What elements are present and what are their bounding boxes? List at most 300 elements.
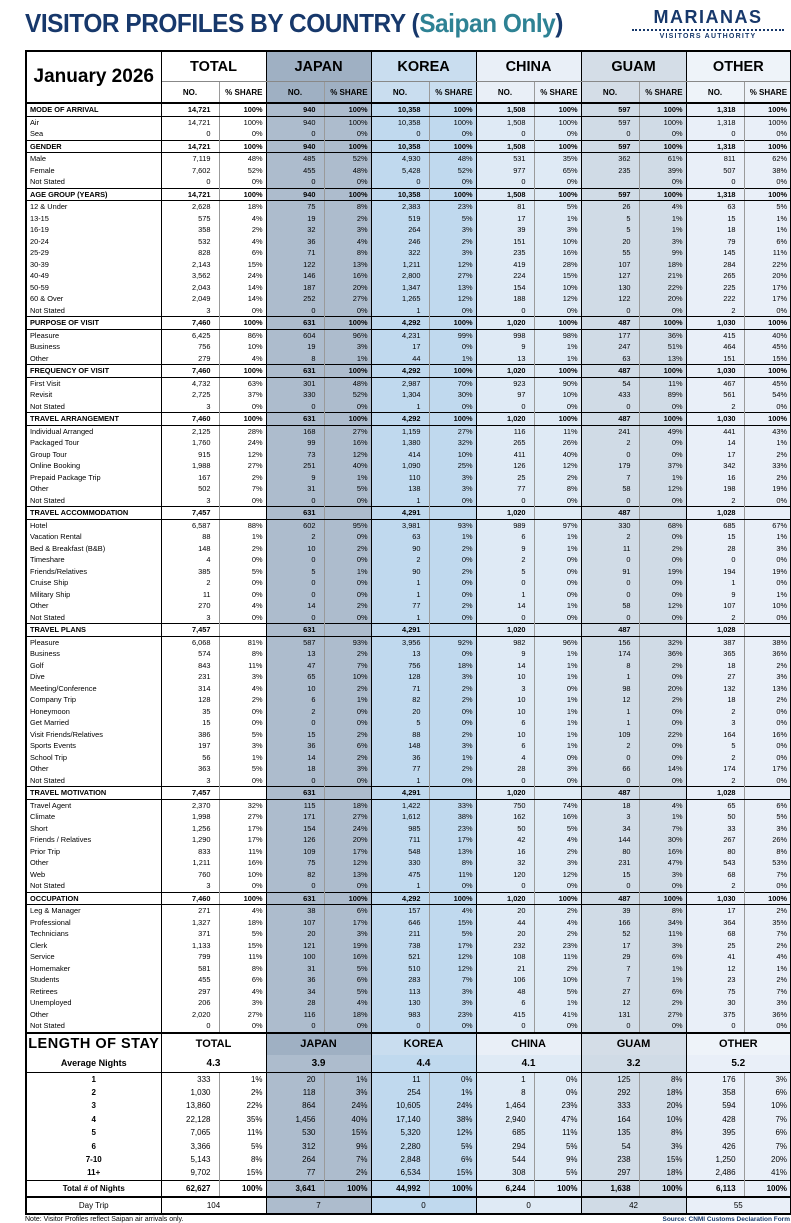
value-cell: 0 — [161, 128, 219, 140]
value-cell: 5% — [429, 928, 476, 940]
row-label: Online Booking — [30, 461, 81, 470]
value-cell: 0 — [266, 128, 324, 140]
value-cell: 1% — [534, 740, 581, 752]
value-cell: 93% — [324, 636, 371, 648]
value-cell: 27% — [324, 811, 371, 823]
value-cell: 3 — [581, 811, 639, 823]
nights-label: 2 — [91, 1087, 96, 1097]
value-cell: 100% — [639, 1180, 686, 1197]
value-cell: 2,628 — [161, 201, 219, 213]
value-cell: 0% — [744, 305, 791, 317]
value-cell: 8% — [639, 1126, 686, 1139]
value-cell: 1,030 — [686, 413, 744, 426]
value-cell: 415 — [476, 1009, 534, 1021]
value-cell: 0% — [429, 554, 476, 566]
value-cell: 0% — [219, 495, 266, 507]
value-cell: 2 — [581, 740, 639, 752]
value-cell: 54 — [581, 377, 639, 389]
value-cell — [534, 787, 581, 800]
value-cell: 148 — [161, 543, 219, 555]
table-row — [26, 612, 791, 624]
value-cell: 100% — [534, 116, 581, 128]
value-cell: 3,641 — [266, 1180, 324, 1197]
value-cell: 65 — [266, 671, 324, 683]
value-cell: 0 — [266, 717, 324, 729]
value-cell: 0% — [744, 577, 791, 589]
value-cell: 3% — [324, 341, 371, 353]
row-label: Prepaid Package Trip — [30, 472, 101, 482]
value-cell: 0% — [324, 531, 371, 543]
value-cell: 17 — [476, 213, 534, 225]
value-cell: 16% — [324, 437, 371, 449]
value-cell: 756 — [161, 341, 219, 353]
value-cell: 100% — [429, 365, 476, 378]
value-cell: 1% — [534, 353, 581, 365]
value-cell: 2% — [324, 543, 371, 555]
value-cell: 24% — [429, 1099, 476, 1112]
value-cell: 1% — [534, 341, 581, 353]
value-cell: 45% — [744, 377, 791, 389]
value-cell: 6 — [476, 531, 534, 543]
value-cell: 521 — [371, 951, 429, 963]
value-cell: 811 — [686, 153, 744, 165]
row-label: Group Tour — [30, 449, 67, 459]
table-row — [26, 683, 791, 695]
value-cell: 12% — [219, 449, 266, 461]
value-cell: 52% — [429, 165, 476, 177]
value-cell: 13% — [429, 846, 476, 858]
value-cell: 0% — [744, 128, 791, 140]
value-cell: 63 — [686, 201, 744, 213]
table-row — [26, 270, 791, 282]
value-cell: 4,291 — [371, 787, 429, 800]
nights-label: 3 — [91, 1101, 96, 1111]
value-cell: 11% — [639, 928, 686, 940]
value-cell: 940 — [266, 103, 324, 116]
average-nights-value: 4.3 — [161, 1055, 266, 1073]
value-cell: 126 — [266, 834, 324, 846]
value-cell: 100% — [219, 188, 266, 201]
value-cell — [429, 624, 476, 637]
value-cell: 519 — [371, 213, 429, 225]
value-cell: 284 — [686, 259, 744, 271]
value-cell: 3% — [324, 763, 371, 775]
value-cell: 1,028 — [686, 624, 744, 637]
value-cell: 100% — [324, 413, 371, 426]
value-cell: 113 — [371, 986, 429, 998]
value-cell: 50 — [476, 823, 534, 835]
value-cell: 426 — [686, 1140, 744, 1153]
value-cell: 0 — [686, 128, 744, 140]
value-cell: 475 — [371, 869, 429, 881]
value-cell: 0 — [581, 401, 639, 413]
value-cell: 0% — [534, 683, 581, 695]
table-row — [26, 799, 791, 811]
value-cell: 1,250 — [686, 1153, 744, 1166]
value-cell: 6,425 — [161, 329, 219, 341]
value-cell: 1,508 — [476, 103, 534, 116]
value-cell: 1 — [476, 589, 534, 601]
value-cell: 8% — [219, 963, 266, 975]
nights-row — [26, 1086, 791, 1099]
value-cell: 531 — [476, 153, 534, 165]
value-cell: 39 — [581, 905, 639, 917]
table-row — [26, 543, 791, 555]
value-cell: 36 — [266, 740, 324, 752]
value-cell: 1% — [534, 543, 581, 555]
value-cell: 0 — [581, 775, 639, 787]
value-cell: 2 — [686, 495, 744, 507]
value-cell: 122 — [266, 259, 324, 271]
value-cell: 135 — [581, 1126, 639, 1139]
value-cell: 36 — [266, 236, 324, 248]
value-cell: 3% — [324, 928, 371, 940]
value-cell: 0% — [324, 706, 371, 718]
value-cell: 1% — [534, 729, 581, 741]
value-cell: 5 — [581, 224, 639, 236]
value-cell: 2% — [429, 763, 476, 775]
section-header-row — [26, 365, 791, 378]
value-cell: 2 — [476, 554, 534, 566]
value-cell: 109 — [266, 846, 324, 858]
value-cell: 177 — [581, 329, 639, 341]
value-cell: 333 — [581, 1099, 639, 1112]
value-cell: 238 — [581, 1153, 639, 1166]
value-cell: 3% — [534, 857, 581, 869]
value-cell: 8% — [324, 201, 371, 213]
value-cell: 487 — [581, 624, 639, 637]
value-cell: 34% — [639, 917, 686, 929]
value-cell: 5% — [429, 1140, 476, 1153]
value-cell: 90 — [371, 566, 429, 578]
value-cell: 55 — [581, 247, 639, 259]
value-cell: 3% — [744, 823, 791, 835]
value-cell: 1,304 — [371, 389, 429, 401]
value-cell: 750 — [476, 799, 534, 811]
value-cell: 11% — [219, 1126, 266, 1139]
value-cell: 3,366 — [161, 1140, 219, 1153]
row-label: Timeshare — [30, 555, 65, 564]
value-cell: 125 — [581, 1072, 639, 1086]
value-cell: 597 — [581, 103, 639, 116]
value-cell: 100% — [744, 116, 791, 128]
value-cell: 1,318 — [686, 140, 744, 153]
table-row — [26, 997, 791, 1009]
value-cell: 2 — [686, 752, 744, 764]
value-cell: 0% — [219, 577, 266, 589]
value-cell: 11% — [534, 1126, 581, 1139]
value-cell: 252 — [266, 293, 324, 305]
table-row — [26, 589, 791, 601]
value-cell: 71 — [266, 247, 324, 259]
value-cell: 82 — [371, 694, 429, 706]
value-cell: 10% — [534, 282, 581, 294]
value-cell: 42 — [476, 834, 534, 846]
table-row — [26, 531, 791, 543]
value-cell — [744, 507, 791, 520]
value-cell: 151 — [686, 353, 744, 365]
value-cell: 1,380 — [371, 437, 429, 449]
value-cell: 4% — [429, 905, 476, 917]
value-cell: 0% — [219, 589, 266, 601]
subheader-share: % SHARE — [429, 82, 476, 104]
value-cell: 30% — [429, 389, 476, 401]
value-cell: 39 — [476, 224, 534, 236]
row-label: Sports Events — [30, 741, 77, 750]
value-cell: 38% — [429, 811, 476, 823]
value-cell: 415 — [686, 329, 744, 341]
value-cell: 1 — [581, 671, 639, 683]
value-cell: 47% — [534, 1113, 581, 1126]
value-cell: 3 — [686, 717, 744, 729]
value-cell: 14 — [476, 600, 534, 612]
average-nights-value: 3.2 — [581, 1055, 686, 1073]
value-cell: 264 — [371, 224, 429, 236]
value-cell: 151 — [476, 236, 534, 248]
value-cell: 487 — [581, 317, 639, 330]
value-cell: 130 — [371, 997, 429, 1009]
value-cell: 35% — [534, 153, 581, 165]
value-cell: 10% — [534, 389, 581, 401]
value-cell: 5,428 — [371, 165, 429, 177]
value-cell: 28% — [534, 259, 581, 271]
value-cell: 34 — [581, 823, 639, 835]
value-cell: 548 — [371, 846, 429, 858]
value-cell: 441 — [686, 425, 744, 437]
value-cell: 3% — [219, 671, 266, 683]
value-cell: 40% — [744, 329, 791, 341]
value-cell: 100% — [639, 317, 686, 330]
day-trip-value: 0 — [476, 1197, 581, 1214]
value-cell: 5% — [219, 566, 266, 578]
value-cell: 0% — [429, 341, 476, 353]
value-cell: 0 — [581, 589, 639, 601]
value-cell: 6% — [744, 236, 791, 248]
profile-table — [25, 50, 791, 1215]
value-cell: 1% — [744, 437, 791, 449]
value-cell: 100% — [534, 365, 581, 378]
value-cell: 7,460 — [161, 365, 219, 378]
value-cell: 15% — [744, 353, 791, 365]
value-cell: 5% — [534, 1140, 581, 1153]
value-cell: 0 — [476, 577, 534, 589]
value-cell: 597 — [581, 140, 639, 153]
row-label: Not Stated — [30, 612, 65, 622]
value-cell: 47 — [266, 660, 324, 672]
value-cell: 1,030 — [686, 892, 744, 905]
row-label: Short — [30, 823, 48, 833]
value-cell: 10 — [476, 729, 534, 741]
value-cell: 58 — [581, 483, 639, 495]
value-cell: 20 — [581, 236, 639, 248]
row-label: Cruise Ship — [30, 578, 69, 587]
value-cell: 1% — [744, 213, 791, 225]
table-row — [26, 201, 791, 213]
value-cell: 52% — [324, 153, 371, 165]
value-cell: 0 — [476, 176, 534, 188]
section-header-row — [26, 892, 791, 905]
value-cell: 96% — [534, 636, 581, 648]
table-row — [26, 986, 791, 998]
row-label: Other — [30, 601, 49, 610]
value-cell: 41% — [744, 1166, 791, 1180]
value-cell: 18 — [581, 799, 639, 811]
value-cell: 10% — [534, 236, 581, 248]
value-cell: 387 — [686, 636, 744, 648]
subheader-no: NO. — [371, 82, 429, 104]
value-cell: 1,422 — [371, 799, 429, 811]
value-cell: 7,460 — [161, 413, 219, 426]
value-cell: 0 — [266, 612, 324, 624]
value-cell: 23 — [686, 974, 744, 986]
value-cell: 10,358 — [371, 116, 429, 128]
value-cell: 1,988 — [161, 460, 219, 472]
nights-label: 6 — [91, 1141, 96, 1151]
value-cell: 100% — [744, 103, 791, 116]
value-cell: 12% — [324, 857, 371, 869]
value-cell: 100% — [744, 188, 791, 201]
value-cell: 52% — [219, 165, 266, 177]
value-cell: 3% — [429, 472, 476, 484]
value-cell: 3% — [324, 1086, 371, 1099]
value-cell: 38% — [744, 636, 791, 648]
section-label: TRAVEL ARRANGEMENT — [26, 413, 161, 426]
value-cell: 2 — [686, 305, 744, 317]
value-cell: 10 — [476, 706, 534, 718]
value-cell — [219, 624, 266, 637]
value-cell: 27% — [639, 1009, 686, 1021]
nights-label: 5 — [91, 1128, 96, 1138]
subheader-no: NO. — [581, 82, 639, 104]
value-cell: 2% — [534, 963, 581, 975]
value-cell: 100% — [639, 413, 686, 426]
value-cell: 4% — [534, 917, 581, 929]
value-cell: 12% — [429, 963, 476, 975]
value-cell: 0% — [639, 128, 686, 140]
value-cell: 2% — [429, 729, 476, 741]
value-cell: 2,848 — [371, 1153, 429, 1166]
value-cell: 6 — [476, 997, 534, 1009]
row-label: Not Stated — [30, 881, 65, 890]
value-cell: 2,940 — [476, 1113, 534, 1126]
value-cell: 0% — [534, 401, 581, 413]
value-cell: 43% — [744, 425, 791, 437]
value-cell: 198 — [686, 483, 744, 495]
value-cell: 44 — [371, 353, 429, 365]
value-cell: 301 — [266, 377, 324, 389]
row-label: Vacation Rental — [30, 532, 82, 541]
value-cell: 587 — [266, 636, 324, 648]
value-cell: 3 — [161, 612, 219, 624]
value-cell — [324, 507, 371, 520]
value-cell: 88 — [371, 729, 429, 741]
value-cell: 0% — [219, 401, 266, 413]
value-cell: 3% — [744, 997, 791, 1009]
value-cell: 15 — [161, 717, 219, 729]
value-cell: 1,020 — [476, 507, 534, 520]
value-cell: 92% — [429, 636, 476, 648]
value-cell: 455 — [266, 165, 324, 177]
value-cell: 18 — [266, 763, 324, 775]
value-cell: 5% — [534, 823, 581, 835]
value-cell: 1,318 — [686, 188, 744, 201]
value-cell: 100% — [324, 188, 371, 201]
value-cell: 0% — [639, 176, 686, 188]
value-cell: 251 — [266, 460, 324, 472]
value-cell: 3% — [429, 483, 476, 495]
value-cell: 1% — [534, 531, 581, 543]
subheader-share: % SHARE — [639, 82, 686, 104]
row-label: Air — [30, 117, 40, 127]
row-label: Retirees — [30, 986, 58, 996]
value-cell: 2% — [429, 543, 476, 555]
value-cell: 0% — [534, 752, 581, 764]
value-cell: 270 — [161, 600, 219, 612]
value-cell: 16 — [686, 472, 744, 484]
value-cell: 363 — [161, 763, 219, 775]
row-label: 13-15 — [30, 213, 49, 223]
value-cell: 107 — [686, 600, 744, 612]
value-cell: 1,456 — [266, 1113, 324, 1126]
value-cell: 10 — [266, 543, 324, 555]
value-cell: 3% — [639, 869, 686, 881]
value-cell: 0 — [476, 612, 534, 624]
value-cell: 100% — [534, 1180, 581, 1197]
subheader-no: NO. — [686, 82, 744, 104]
value-cell: 5% — [219, 763, 266, 775]
value-cell: 24% — [219, 437, 266, 449]
value-cell: 833 — [161, 846, 219, 858]
value-cell: 17% — [324, 846, 371, 858]
subheader-no: NO. — [266, 82, 324, 104]
value-cell: 2% — [429, 600, 476, 612]
value-cell: 13% — [429, 282, 476, 294]
value-cell: 6% — [744, 1126, 791, 1139]
value-cell: 20% — [324, 834, 371, 846]
value-cell: 121 — [266, 940, 324, 952]
value-cell: 48 — [476, 986, 534, 998]
value-cell: 12% — [324, 449, 371, 461]
table-row — [26, 389, 791, 401]
value-cell: 19% — [744, 566, 791, 578]
value-cell: 6% — [639, 986, 686, 998]
value-cell: 1% — [534, 600, 581, 612]
value-cell: 2,987 — [371, 377, 429, 389]
value-cell: 28 — [476, 763, 534, 775]
table-row — [26, 341, 791, 353]
value-cell: 2% — [639, 694, 686, 706]
value-cell: 18% — [219, 201, 266, 213]
value-cell: 631 — [266, 507, 324, 520]
value-cell: 11% — [534, 951, 581, 963]
value-cell: 31 — [266, 963, 324, 975]
value-cell: 0 — [266, 589, 324, 601]
value-cell: 156 — [581, 636, 639, 648]
value-cell: 18% — [324, 1009, 371, 1021]
value-cell: 20% — [639, 683, 686, 695]
value-cell: 5% — [219, 928, 266, 940]
value-cell: 9 — [266, 472, 324, 484]
value-cell: 19 — [266, 341, 324, 353]
value-cell: 235 — [476, 247, 534, 259]
value-cell: 10,605 — [371, 1099, 429, 1112]
value-cell: 998 — [476, 329, 534, 341]
value-cell: 0% — [324, 1020, 371, 1033]
value-cell: 231 — [581, 857, 639, 869]
value-cell: 27% — [219, 811, 266, 823]
value-cell: 9 — [476, 648, 534, 660]
value-cell: 11 — [581, 543, 639, 555]
